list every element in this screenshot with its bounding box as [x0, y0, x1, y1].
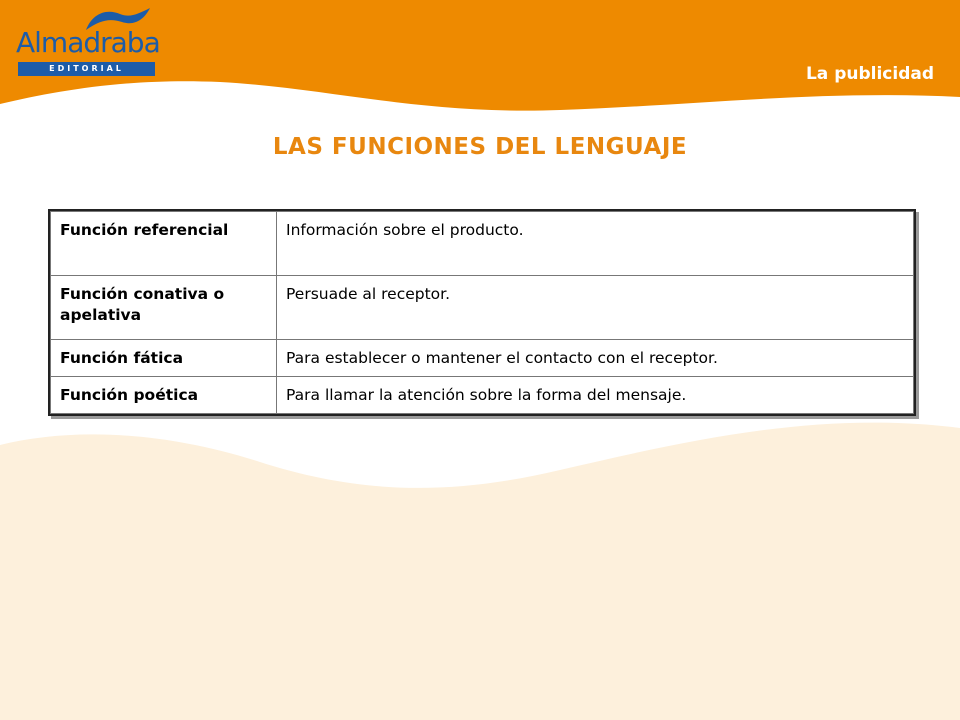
- function-description-cell: Para llamar la atención sobre la forma del mensaje.: [277, 377, 914, 414]
- table-row: [51, 276, 914, 340]
- function-description-cell: Para establecer o mantener el contacto con el receptor.: [277, 340, 914, 377]
- function-name-cell: Función conativa o apelativa: [51, 276, 277, 340]
- bottom-wave: [0, 423, 960, 720]
- logo-subtitle: EDITORIAL: [18, 62, 155, 76]
- publisher-logo: [16, 6, 166, 78]
- functions-table-frame: [48, 209, 916, 416]
- page-title: LAS FUNCIONES DEL LENGUAJE: [272, 134, 688, 160]
- functions-table: [50, 211, 914, 414]
- logo-wordmark: Almadraba: [16, 26, 160, 59]
- function-description-cell: Persuade al receptor.: [277, 276, 914, 340]
- table-row: [51, 212, 914, 276]
- table-row: [51, 377, 914, 414]
- function-name-cell: Función fática: [51, 340, 277, 377]
- section-label: La publicidad: [805, 64, 934, 84]
- table-row: [51, 340, 914, 377]
- function-name-cell: Función poética: [51, 377, 277, 414]
- function-description-cell: Información sobre el producto.: [277, 212, 914, 276]
- function-name-cell: Función referencial: [51, 212, 277, 276]
